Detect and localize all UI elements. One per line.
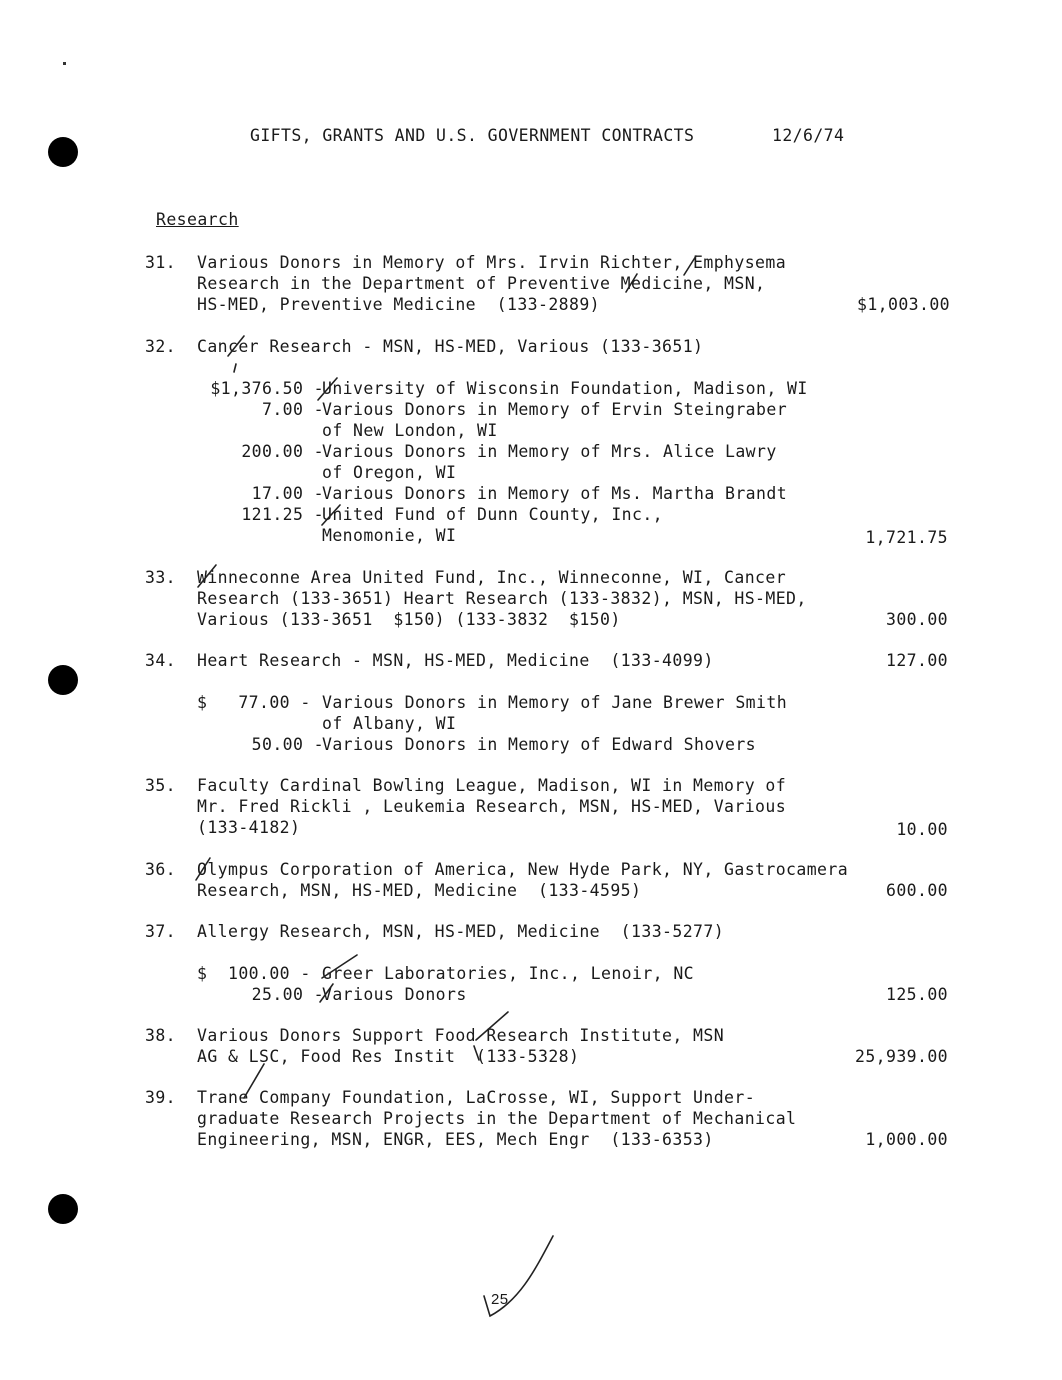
- item-number: 32.: [145, 337, 177, 356]
- sub-line: Greer Laboratories, Inc., Lenoir, NC: [322, 964, 695, 983]
- item-amount: 127.00: [885, 651, 948, 670]
- item-line: AG & LSC, Food Res Instit (133-5328): [197, 1047, 580, 1066]
- item-line: Research, MSN, HS-MED, Medicine (133-4595): [197, 881, 642, 900]
- sub-line: Various Donors in Memory of Edward Shovers: [322, 735, 757, 754]
- item-amount: 10.00: [896, 820, 948, 839]
- binder-hole-top: [48, 137, 78, 167]
- item-number: 38.: [145, 1026, 177, 1045]
- item-amount: 1,000.00: [865, 1130, 948, 1149]
- sub-line: Various Donors in Memory of Ervin Steingraber: [322, 400, 788, 419]
- sub-amount: 25.00 -: [251, 985, 324, 1004]
- item-number: 35.: [145, 776, 177, 795]
- item-number: 36.: [145, 860, 177, 879]
- item-line: Allergy Research, MSN, HS-MED, Medicine (133-5277): [197, 922, 725, 941]
- binder-hole-middle: [48, 665, 78, 695]
- item-line: Various (133-3651 $150) (133-3832 $150): [197, 610, 621, 629]
- item-line: Heart Research - MSN, HS-MED, Medicine (133-4099): [197, 651, 714, 670]
- item-amount: 1,721.75: [865, 528, 948, 547]
- sub-line: United Fund of Dunn County, Inc.,: [322, 505, 664, 524]
- item-line: Winneconne Area United Fund, Inc., Winneconne, WI, Cancer: [197, 568, 787, 587]
- page-date: 12/6/74: [772, 126, 845, 145]
- item-line: graduate Research Projects in the Department of Mechanical: [197, 1109, 797, 1128]
- sub-line: Various Donors: [322, 985, 467, 1004]
- item-number: 34.: [145, 651, 177, 670]
- binder-hole-bottom: [48, 1194, 78, 1224]
- sub-amount: $ 100.00 -: [197, 964, 311, 983]
- item-amount: 125.00: [885, 985, 948, 1004]
- page-title: GIFTS, GRANTS AND U.S. GOVERNMENT CONTRACTS: [250, 126, 695, 145]
- sub-line: University of Wisconsin Foundation, Madison, WI: [322, 379, 808, 398]
- item-line: Mr. Fred Rickli , Leukemia Research, MSN, HS-MED, Various: [197, 797, 787, 816]
- section-heading: Research: [156, 210, 239, 229]
- sub-line: Various Donors in Memory of Ms. Martha Brandt: [322, 484, 788, 503]
- sub-amount: 200.00 -: [241, 442, 324, 461]
- item-amount: 600.00: [885, 881, 948, 900]
- item-number: 39.: [145, 1088, 177, 1107]
- item-line: Various Donors in Memory of Mrs. Irvin Richter, Emphysema: [197, 253, 787, 272]
- item-line: Research in the Department of Preventive Medicine, MSN,: [197, 274, 766, 293]
- item-number: 31.: [145, 253, 177, 272]
- item-line: Faculty Cardinal Bowling League, Madison, WI in Memory of: [197, 776, 787, 795]
- sub-amount: 50.00 -: [251, 735, 324, 754]
- item-line: Engineering, MSN, ENGR, EES, Mech Engr (133-6353): [197, 1130, 714, 1149]
- speck: [63, 62, 66, 65]
- item-line: HS-MED, Preventive Medicine (133-2889): [197, 295, 601, 314]
- item-number: 33.: [145, 568, 177, 587]
- sub-line: of Albany, WI: [322, 714, 457, 733]
- item-amount: 300.00: [885, 610, 948, 629]
- sub-line: Various Donors in Memory of Mrs. Alice Lawry: [322, 442, 777, 461]
- sub-amount: $1,376.50 -: [210, 379, 324, 398]
- sub-amount: 17.00 -: [251, 484, 324, 503]
- sub-line: Various Donors in Memory of Jane Brewer Smith: [322, 693, 788, 712]
- sub-line: of Oregon, WI: [322, 463, 457, 482]
- item-line: Trane Company Foundation, LaCrosse, WI, Support Under-: [197, 1088, 756, 1107]
- item-line: (133-4182): [197, 818, 301, 837]
- item-line: Olympus Corporation of America, New Hyde Park, NY, Gastrocamera: [197, 860, 849, 879]
- item-line: Research (133-3651) Heart Research (133-3832), MSN, HS-MED,: [197, 589, 807, 608]
- sub-line: of New London, WI: [322, 421, 498, 440]
- item-line: Cancer Research - MSN, HS-MED, Various (133-3651): [197, 337, 704, 356]
- sub-amount: 121.25 -: [241, 505, 324, 524]
- sub-amount: $ 77.00 -: [197, 693, 311, 712]
- item-line: Various Donors Support Food Research Institute, MSN: [197, 1026, 725, 1045]
- page-number: 25: [491, 1291, 509, 1308]
- item-number: 37.: [145, 922, 177, 941]
- item-amount: $1,003.00: [856, 295, 950, 314]
- item-amount: 25,939.00: [854, 1047, 948, 1066]
- sub-line: Menomonie, WI: [322, 526, 457, 545]
- sub-amount: 7.00 -: [261, 400, 324, 419]
